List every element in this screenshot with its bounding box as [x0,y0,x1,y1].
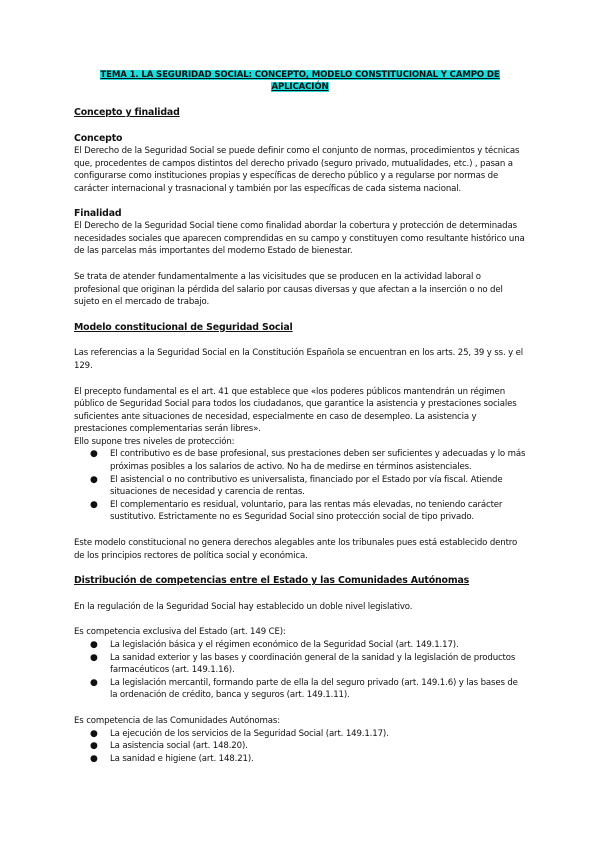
bullet-icon: ● [90,728,98,739]
bullet-icon: ● [90,753,98,764]
paragraph-doble-nivel: En la regulación de la Seguridad Social hay establecido un doble nivel legislativo. [74,601,413,612]
bullet-icon: ● [90,640,98,650]
list-niveles-proteccion [74,448,526,524]
list-item [90,652,526,677]
list-item-text: La sanidad exterior y las bases y coordinación general de la sanidad y la legislación de productos farmacéuticos (art. 149.1.16). [110,652,516,676]
list-item-text: La legislación básica y el régimen económico de la Seguridad Social (art. 149.1.17). [110,640,459,650]
paragraph-precepto: El precepto fundamental es el art. 41 que establece que «los poderes públicos mantendrán un régimen público de Seguridad Social para todos los ciudadanos, que garantice la asistencia y prestaciones sociales suficientes ante situaciones de necesidad, especialmente en caso de desempleo. La asistencia y prestaciones complementarias serán libres». [74,386,517,435]
subheading-finalidad: Finalidad [74,207,122,219]
list-item [90,677,526,702]
bullet-icon: ● [90,449,98,460]
list-item-text: El complementario es residual, voluntario, para las rentas más elevadas, no teniendo carácter sustitutivo. Estrictamente no es Seguridad Social sino protección social de tipo privado. [110,499,503,523]
paragraph-niveles: Ello supone tres niveles de protección: [74,436,235,447]
list-item-text: El contributivo es de base profesional, sus prestaciones deben ser suficientes y adecuadas y lo más próximas posibles a los salarios de activo. No ha de medirse en términos asistenciales. [110,449,526,473]
list-item-text: La legislación mercantil, formando parte de ella la del seguro privado (art. 149.1.6) y las bases de la ordenación de crédito, banca y seguros (art. 149.1.11). [110,677,518,701]
paragraph-competencia-estado: Es competencia exclusiva del Estado (art. 149 CE): [74,627,286,638]
subheading-concepto: Concepto [74,132,123,144]
paragraph-finalidad: El Derecho de la Seguridad Social tiene como finalidad abordar la cobertura y protección de determinadas necesidades sociales que aparecen comprendidas en su campo y constituyen como resultante histórico una de las parcelas más importantes del moderno Estado de bienestar. [74,221,525,257]
paragraph-modelo-derechos: Este modelo constitucional no genera derechos alegables ante los tribunales pues está establecido dentro de los principios rectores de política social y económica. [74,538,518,561]
bullet-icon: ● [90,677,98,688]
list-item [90,474,526,499]
paragraph-finalidad-2: Se trata de atender fundamentalmente a las vicisitudes que se producen en la actividad laboral o profesional que originan la pérdida del salario por causas diversas y que afectan a la inserción o no del sujeto en el mercado de trabajo. [74,271,503,308]
section-heading-modelo-constitucional: Modelo constitucional de Seguridad Social [74,321,293,333]
document-title [74,70,526,93]
list-item [90,753,526,766]
list-item [90,728,526,741]
list-item-text: El asistencial o no contributivo es universalista, financiado por el Estado por vía fiscal. Atiende situaciones de necesidad y carencia de rentas. [110,474,503,498]
bullet-icon: ● [90,499,98,510]
bullet-icon: ● [90,652,98,663]
list-competencias-ccaa [74,728,526,766]
title-highlight: TEMA 1. LA SEGURIDAD SOCIAL: CONCEPTO, MODELO CONSTITUCIONAL Y CAMPO DE APLICACIÓN [100,70,500,92]
list-item [90,639,526,652]
paragraph-competencia-ccaa: Es competencia de las Comunidades Autónomas: [74,715,280,726]
list-item [90,448,526,473]
bullet-icon: ● [90,474,98,485]
section-heading-distribucion-competencias: Distribución de competencias entre el Estado y las Comunidades Autónomas [74,575,470,587]
list-item-text: La sanidad e higiene (art. 148.21). [110,753,254,764]
section-heading-concepto-finalidad: Concepto y finalidad [74,107,180,118]
list-item [90,499,526,524]
list-item-text: La ejecución de los servicios de la Seguridad Social (art. 149.1.17). [110,728,389,739]
bullet-icon: ● [90,741,98,752]
paragraph-concepto: El Derecho de la Seguridad Social se puede definir como el conjunto de normas, procedimientos y técnicas que, procedentes de campos distintos del derecho privado (seguro privado, mutualidades, etc.) , pasan a configurarse como instituciones propias y específicas de derecho público y a regularse por normas de carácter internacional y trasnacional y también por las específicas de cada sistema nacional. [74,146,520,194]
list-item-text: La asistencia social (art. 148.20). [110,741,248,752]
list-competencias-estado [74,639,526,702]
list-item [90,740,526,753]
paragraph-referencias: Las referencias a la Seguridad Social en la Constitución Española se encuentran en los arts. 25, 39 y ss. y el 129. [74,348,524,371]
